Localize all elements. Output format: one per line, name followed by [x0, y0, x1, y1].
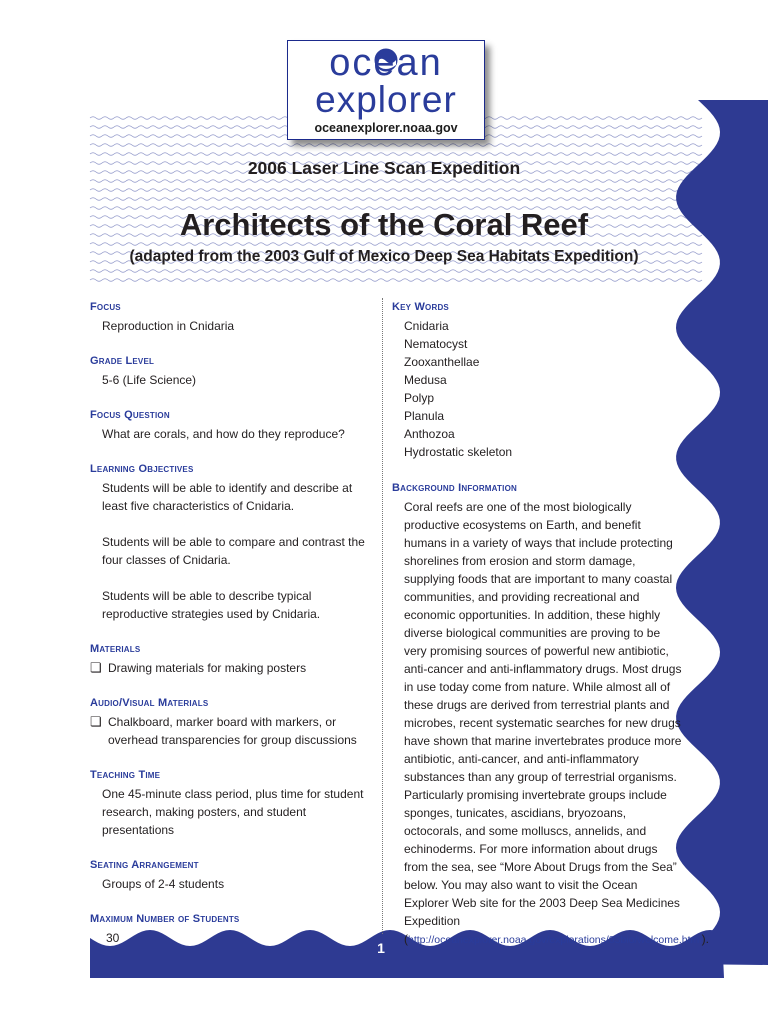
checklist-item: [90, 659, 375, 677]
left-column: [90, 298, 375, 964]
section-heading: Learning Objectives: [90, 463, 194, 475]
section-heading: Seating Arrangement: [90, 859, 199, 871]
section-heading: Focus Question: [90, 409, 170, 421]
keyword-item: Polyp: [404, 391, 435, 405]
materials-text: Drawing materials for making posters: [108, 661, 307, 675]
focus-text: Reproduction in Cnidaria: [102, 319, 235, 333]
keyword-item: Cnidaria: [404, 319, 449, 333]
checkbox-icon[interactable]: ❏: [90, 714, 102, 729]
keyword-item: Zooxanthellae: [404, 355, 480, 369]
page-subtitle: (adapted from the 2003 Gulf of Mexico Deep Sea Habitats Expedition): [129, 248, 639, 265]
background-paragraph: Coral reefs are one of the most biologically productive ecosystems on Earth, and benefit humans in a variety of ways that include protecting shorelines from erosion and storm damage, supplying foods that are important to many coastal communities, and providing recreational and economic opportunities. In addition, these highly diverse biological communities are proving to be very promising sources of powerful new antibiotic, anti-cancer and anti-inflammatory drugs. Most drugs in use today come from nature. While almost all of these drugs are derived from terrestrial plants and microbes, recent systematic searches for new drugs have shown that marine invertebrates produce more antibiotic, anti-cancer, and anti-inflammatory substances than any group of terrestrial organisms. Particularly promising invertebrate groups include sponges, tunicates, ascidians, bryozoans, octocorals, and some molluscs, annelids, and echinoderms. For more information about drugs from the sea, see “More About Drugs from the Sea” below. You may also want to visit the Ocean Explorer Web site for the 2003 Deep Sea Medicines Expedition (: [404, 500, 682, 946]
section-focus: [90, 298, 375, 335]
right-column: [392, 298, 709, 966]
keyword-item: Medusa: [404, 373, 447, 387]
section-heading: Focus: [90, 301, 121, 313]
section-background-information: [392, 479, 709, 949]
section-heading: Teaching Time: [90, 769, 161, 781]
background-end: ).: [701, 932, 709, 946]
keyword-item: Anthozoa: [404, 427, 455, 441]
keyword-item: Nematocyst: [404, 337, 468, 351]
expedition-link[interactable]: http://oceanexplorer.noaa.gov/explorations/03bio/welcome.html: [408, 934, 702, 946]
logo-url[interactable]: oceanexplorer.noaa.gov: [314, 121, 458, 135]
background-text: [392, 498, 709, 949]
page-number: 1: [377, 940, 385, 956]
section-heading: Key Words: [392, 301, 449, 313]
section-heading: Background Information: [392, 482, 517, 494]
section-materials: [90, 640, 375, 677]
keyword-item: Planula: [404, 409, 445, 423]
expedition-name: 2006 Laser Line Scan Expedition: [247, 158, 521, 178]
section-seating-arrangement: [90, 856, 375, 893]
ocean-explorer-logo[interactable]: [287, 40, 485, 140]
checklist-item: [90, 713, 375, 749]
section-heading: Maximum Number of Students: [90, 913, 240, 925]
section-grade-level: [90, 352, 375, 389]
section-heading: Audio/Visual Materials: [90, 697, 209, 709]
checkbox-icon[interactable]: ❏: [90, 660, 102, 675]
section-max-students: [90, 910, 375, 947]
section-focus-question: [90, 406, 375, 443]
av-materials-text: Chalkboard, marker board with markers, or overhead transparencies for group discussions: [108, 715, 357, 747]
logo-word-explorer: explorer: [315, 79, 457, 120]
section-heading: Grade Level: [90, 355, 155, 367]
logo-word-ocean: ocean: [329, 42, 443, 84]
max-students-text: 30: [106, 931, 120, 945]
objective-item: Students will be able to identify and describe at least five characteristics of Cnidaria.: [102, 481, 353, 513]
focus-question-text: What are corals, and how do they reproduce?: [102, 427, 345, 441]
page-title: Architects of the Coral Reef: [179, 207, 589, 242]
section-audio-visual-materials: [90, 694, 375, 749]
column-divider: [382, 298, 383, 934]
section-teaching-time: [90, 766, 375, 839]
seating-text: Groups of 2-4 students: [102, 877, 225, 891]
section-key-words: [392, 298, 684, 461]
objective-item: Students will be able to compare and contrast the four classes of Cnidaria.: [102, 535, 365, 567]
objective-item: Students will be able to describe typical reproductive strategies used by Cnidaria.: [102, 589, 321, 621]
keyword-item: Hydrostatic skeleton: [404, 445, 513, 459]
teaching-time-text: One 45-minute class period, plus time for student research, making posters, and student presentations: [102, 787, 364, 837]
section-learning-objectives: [90, 460, 375, 623]
section-heading: Materials: [90, 643, 141, 655]
grade-level-text: 5-6 (Life Science): [102, 373, 197, 387]
